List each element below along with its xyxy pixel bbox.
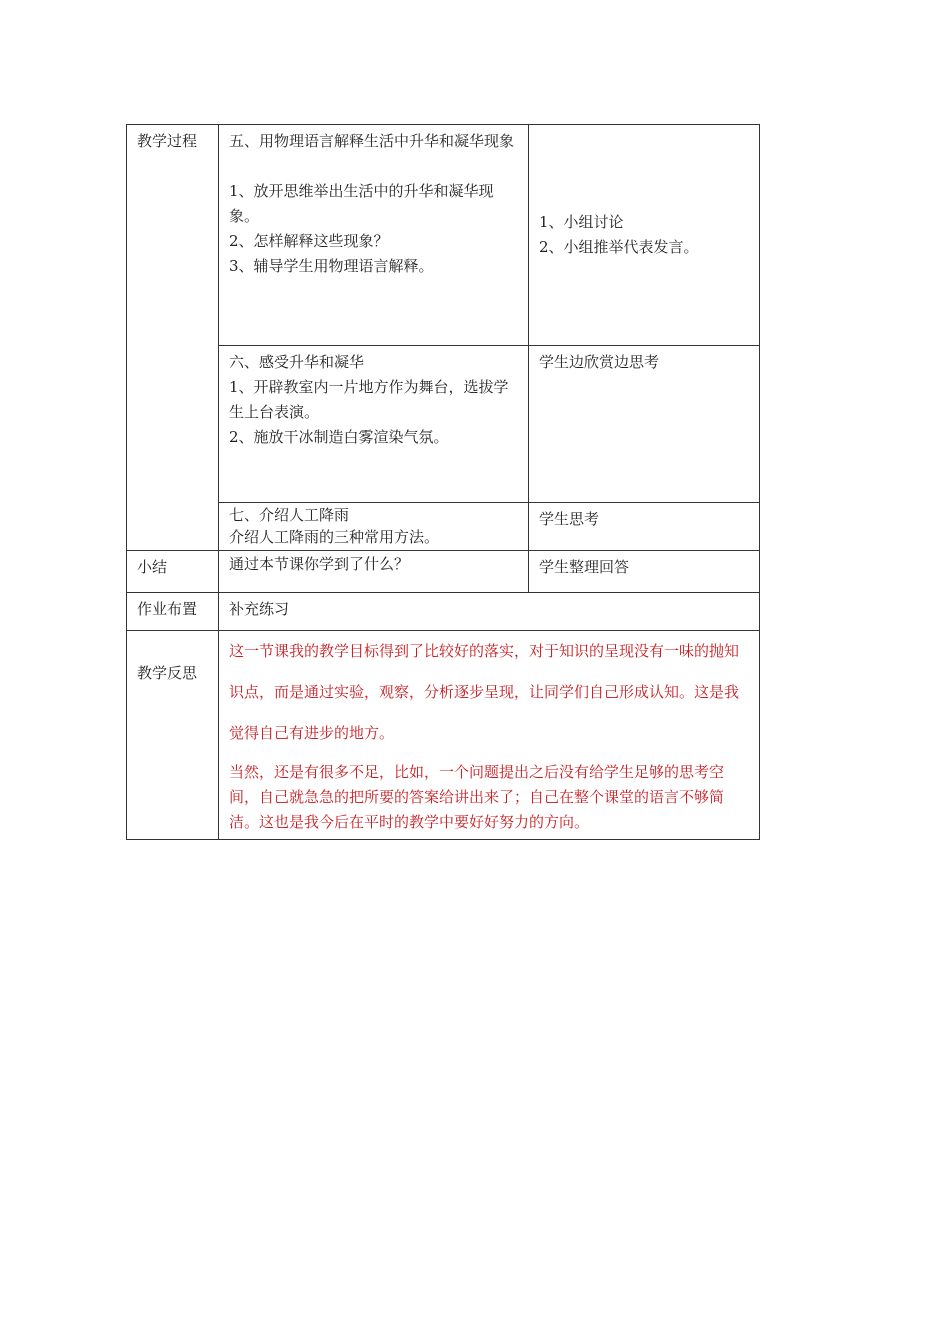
sec5-student-cell [529,125,760,346]
process-label-cell [127,125,219,551]
sec5-student-1: 1、小组讨论 [539,213,624,231]
sec5-student-2: 2、小组推举代表发言。 [539,238,699,256]
sec6-item-1: 1、开辟教室内一片地方作为舞台，选拔学生上台表演。 [229,378,509,421]
reflection-label-cell [127,631,219,840]
summary-label: 小结 [137,558,168,576]
homework-content: 补充练习 [229,600,290,618]
reflection-paragraph-1: 这一节课我的教学目标得到了比较好的落实，对于知识的呈现没有一味的抛知识点，而是通过实验，观察，分析逐步呈现，让同学们自己形成认知。这是我觉得自己有进步的地方。 [229,642,740,742]
summary-content: 通过本节课你学到了什么？ [229,555,410,573]
sec5-title: 五、用物理语言解释生活中升华和凝华现象 [229,132,515,150]
table-row [127,593,760,631]
summary-content-cell [219,551,529,593]
sec6-student: 学生边欣赏边思考 [539,353,660,371]
sec5-item-3: 3、辅导学生用物理语言解释。 [229,257,434,275]
sec5-item-1: 1、放开思维举出生活中的升华和凝华现象。 [229,182,494,225]
reflection-label: 教学反思 [137,664,198,682]
lesson-plan-table [126,124,760,840]
summary-label-cell [127,551,219,593]
sec5-teacher-cell [219,125,529,346]
table-row [127,125,760,346]
sec7-student: 学生思考 [539,510,600,528]
process-label: 教学过程 [137,132,198,150]
sec7-item: 介绍人工降雨的三种常用方法。 [229,528,440,546]
summary-student-cell [529,551,760,593]
homework-label: 作业布置 [137,600,198,618]
reflection-paragraph-2: 当然，还是有很多不足，比如，一个问题提出之后没有给学生足够的思考空间，自己就急急的把所要的答案给讲出来了；自己在整个课堂的语言不够简洁。这也是我今后在平时的教学中要好好努力的方向。 [229,763,725,831]
sec6-teacher-cell [219,346,529,503]
homework-label-cell [127,593,219,631]
table-row [127,631,760,840]
sec5-item-2: 2、怎样解释这些现象？ [229,232,389,250]
sec7-student-cell [529,503,760,551]
table-row [127,503,760,551]
sec6-title: 六、感受升华和凝华 [229,353,365,371]
table-row [127,346,760,503]
sec6-student-cell [529,346,760,503]
sec6-item-2: 2、施放干冰制造白雾渲染气氛。 [229,428,449,446]
reflection-content-cell [219,631,760,840]
summary-student: 学生整理回答 [539,558,630,576]
homework-content-cell [219,593,760,631]
sec7-title: 七、介绍人工降雨 [229,506,350,524]
sec7-teacher-cell [219,503,529,551]
table-row [127,551,760,593]
